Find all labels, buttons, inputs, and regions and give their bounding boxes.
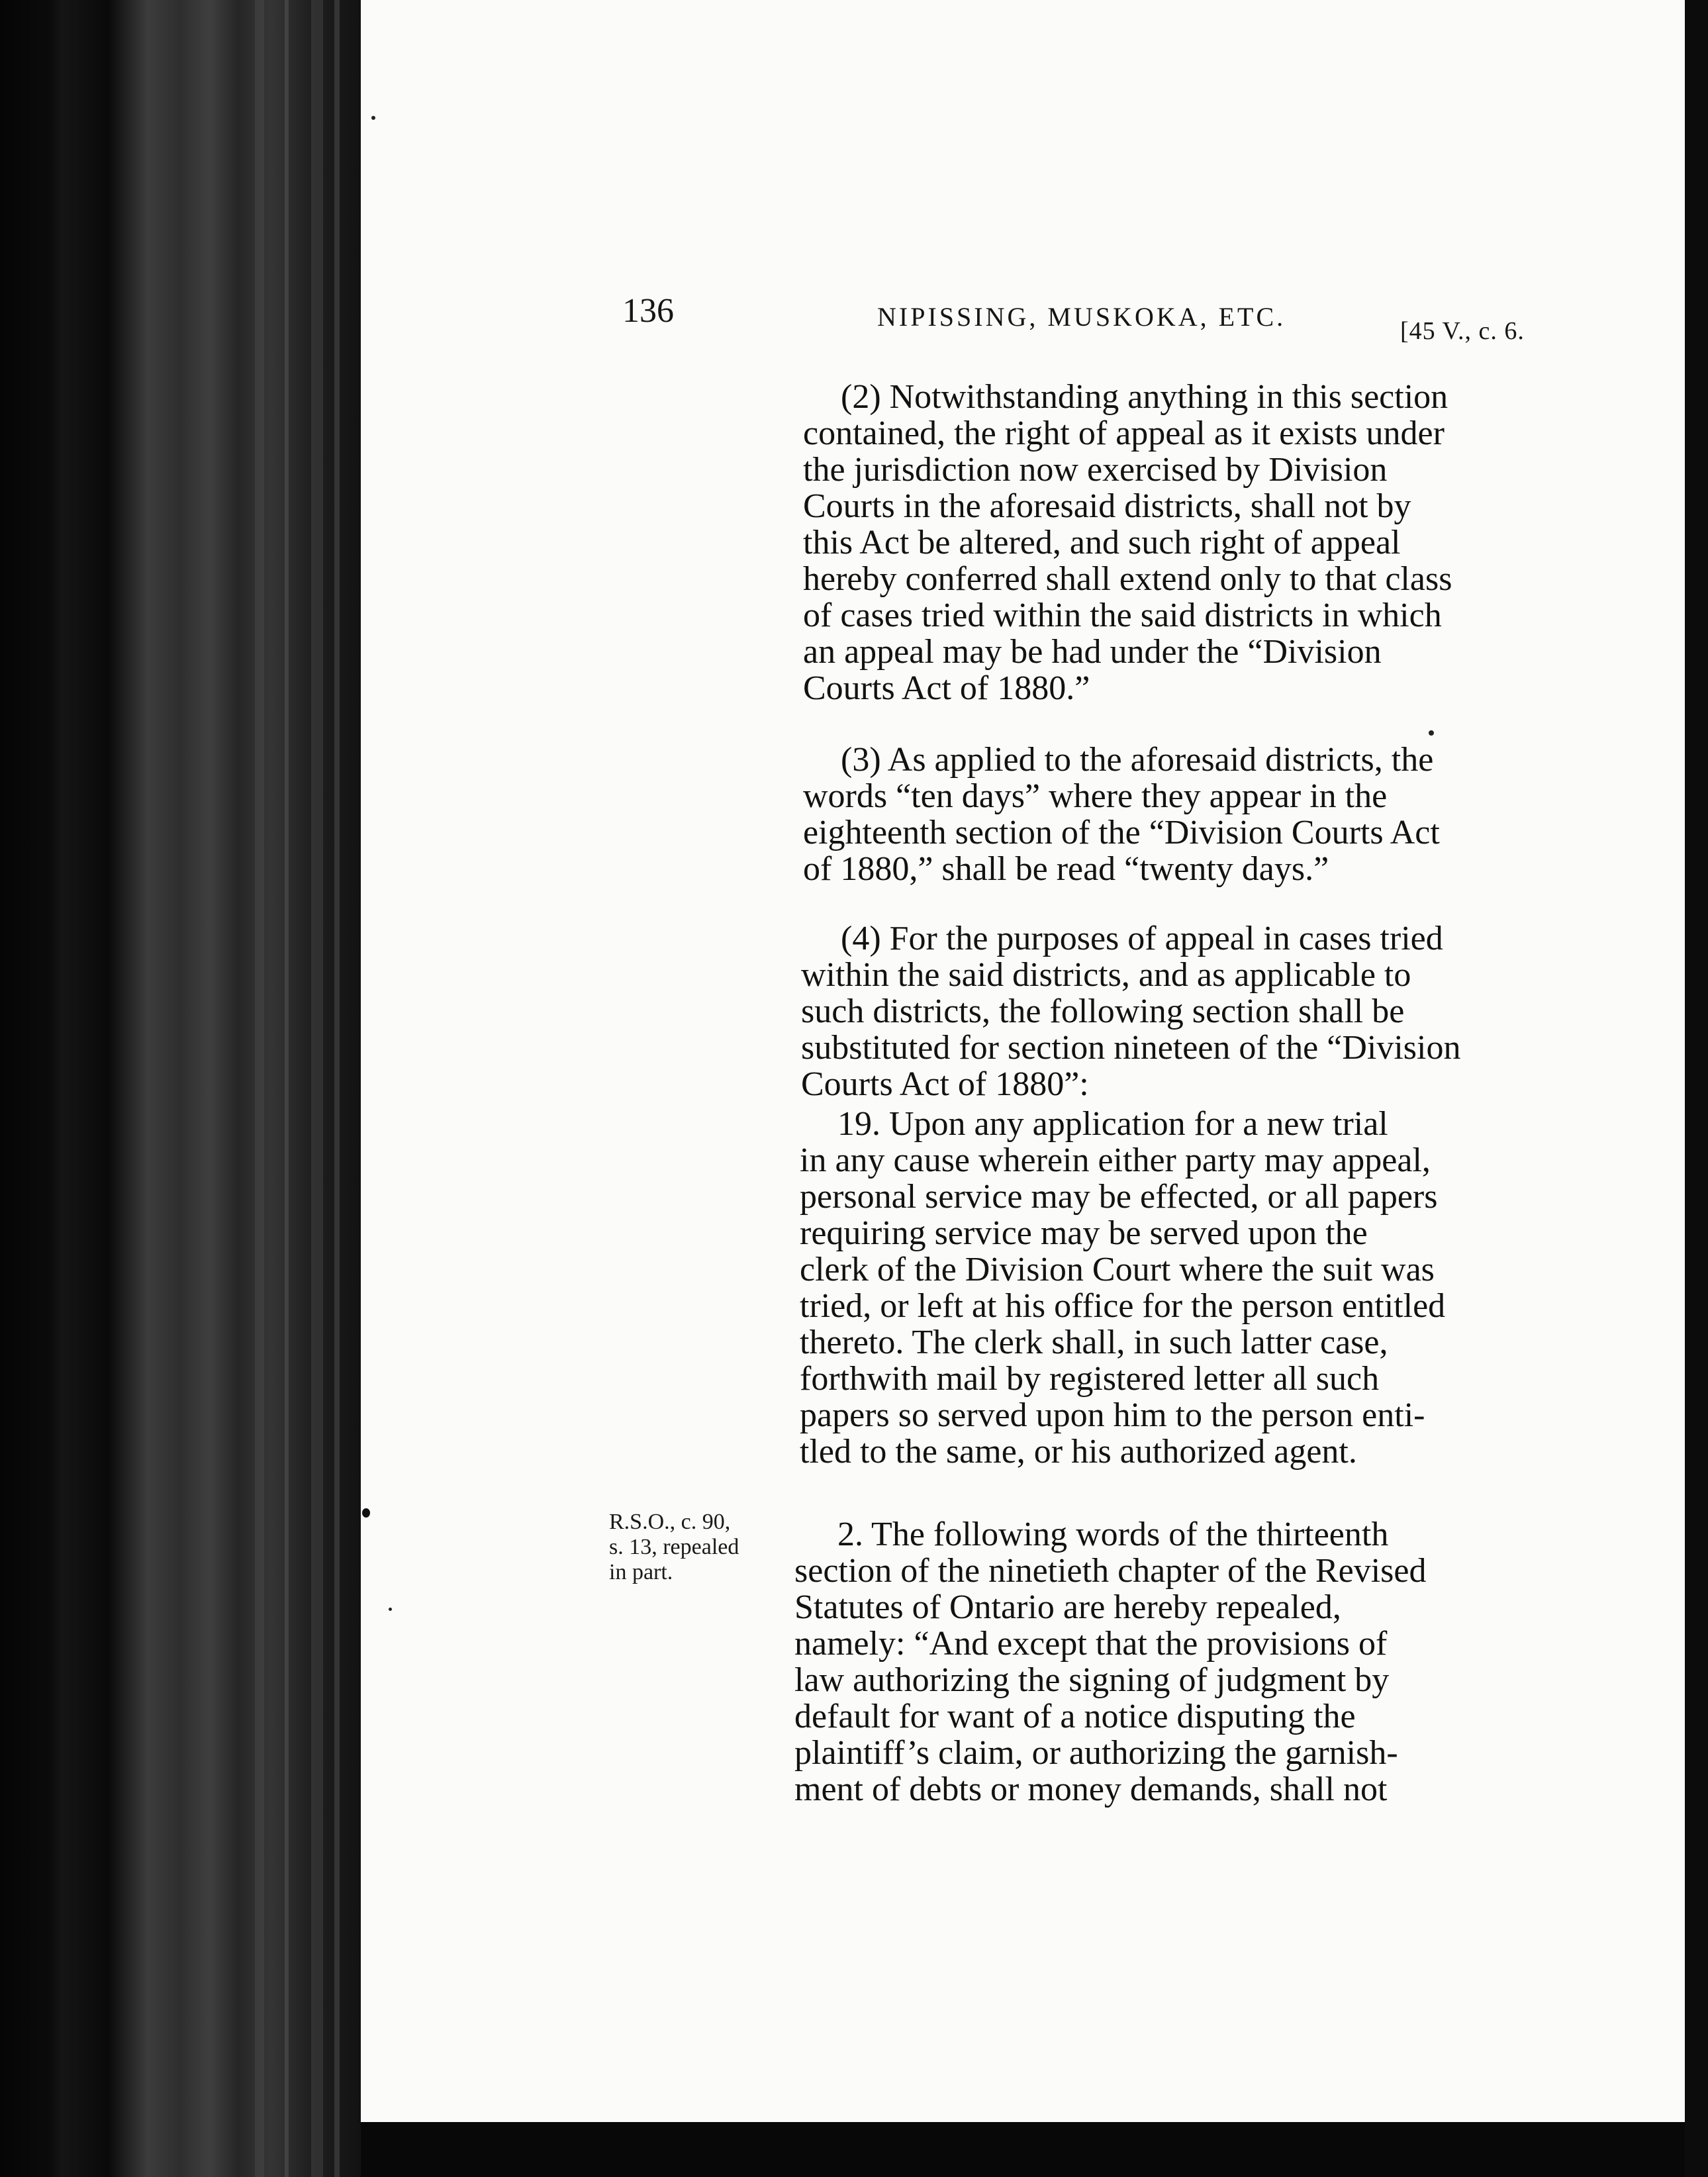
paragraph-3-line: words “ten days” where they appear in the [803, 777, 1388, 815]
speck [362, 1508, 370, 1518]
paragraph-2-line: the jurisdiction now exercised by Division [803, 451, 1388, 489]
section-19-line: requiring service may be served upon the [800, 1214, 1368, 1252]
section-2-line: law authorizing the signing of judgment by [794, 1661, 1390, 1699]
statute-reference: [45 V., c. 6. [1400, 317, 1525, 345]
paragraph-2-line: contained, the right of appeal as it exists under [803, 414, 1445, 452]
page-bottom-edge [361, 2122, 1685, 2177]
section-19-line: tried, or left at his office for the person entitled [800, 1287, 1446, 1325]
paragraph-4-line: Courts Act of 1880”: [801, 1065, 1089, 1103]
section-2-line: default for want of a notice disputing the [794, 1698, 1356, 1735]
speck [371, 116, 375, 120]
section-2-line: namely: “And except that the provisions of [794, 1625, 1388, 1663]
section-2-line: Statutes of Ontario are hereby repealed, [794, 1588, 1341, 1626]
paragraph-2-line: of cases tried within the said districts in which [803, 597, 1442, 634]
section-19-line: tled to the same, or his authorized agent. [800, 1433, 1357, 1471]
section-19-line: clerk of the Division Court where the suit was [800, 1251, 1435, 1288]
section-19-line: forthwith mail by registered letter all such [800, 1360, 1380, 1398]
section-2-line: section of the ninetieth chapter of the Revised [794, 1552, 1427, 1590]
section-19-line: papers so served upon him to the person enti- [800, 1396, 1425, 1434]
paragraph-2-line: this Act be altered, and such right of appeal [803, 524, 1401, 561]
section-2-line: ment of debts or money demands, shall not [794, 1770, 1388, 1808]
paragraph-4-line: (4) For the purposes of appeal in cases tried [841, 920, 1443, 957]
page-right-edge [1685, 0, 1708, 2177]
section-19-line: personal service may be effected, or all papers [800, 1178, 1438, 1216]
paragraph-4-line: such districts, the following section shall be [801, 992, 1405, 1030]
running-title: NIPISSING, MUSKOKA, ETC. [877, 302, 1286, 332]
speck [1429, 730, 1434, 736]
section-19-line: thereto. The clerk shall, in such latter case, [800, 1324, 1388, 1361]
book-spine [0, 0, 361, 2177]
paragraph-3-line: (3) As applied to the aforesaid districts, the [841, 741, 1434, 779]
margin-note-line: R.S.O., c. 90, [609, 1510, 731, 1534]
paragraph-4-line: substituted for section nineteen of the “Division [801, 1029, 1461, 1067]
page-number: 136 [622, 292, 674, 330]
margin-note-line: s. 13, repealed [609, 1535, 739, 1559]
paragraph-2-line: hereby conferred shall extend only to that class [803, 560, 1452, 598]
paragraph-2-line: Courts Act of 1880.” [803, 669, 1090, 707]
paragraph-3-line: of 1880,” shall be read “twenty days.” [803, 850, 1329, 888]
speck [389, 1608, 392, 1611]
paragraph-3-line: eighteenth section of the “Division Courts Act [803, 814, 1440, 851]
section-2-line: plaintiff’s claim, or authorizing the garnish- [794, 1734, 1398, 1772]
section-19-line: in any cause wherein either party may appeal, [800, 1141, 1431, 1179]
paragraph-2-line: (2) Notwithstanding anything in this section [841, 378, 1448, 416]
paragraph-4-line: within the said districts, and as applicable to [801, 956, 1411, 994]
section-19-line: 19. Upon any application for a new trial [837, 1105, 1388, 1143]
section-2-line: 2. The following words of the thirteenth [837, 1516, 1389, 1553]
paragraph-2-line: Courts in the aforesaid districts, shall not by [803, 487, 1411, 525]
paragraph-2-line: an appeal may be had under the “Division [803, 633, 1382, 671]
margin-note-line: in part. [609, 1560, 673, 1584]
